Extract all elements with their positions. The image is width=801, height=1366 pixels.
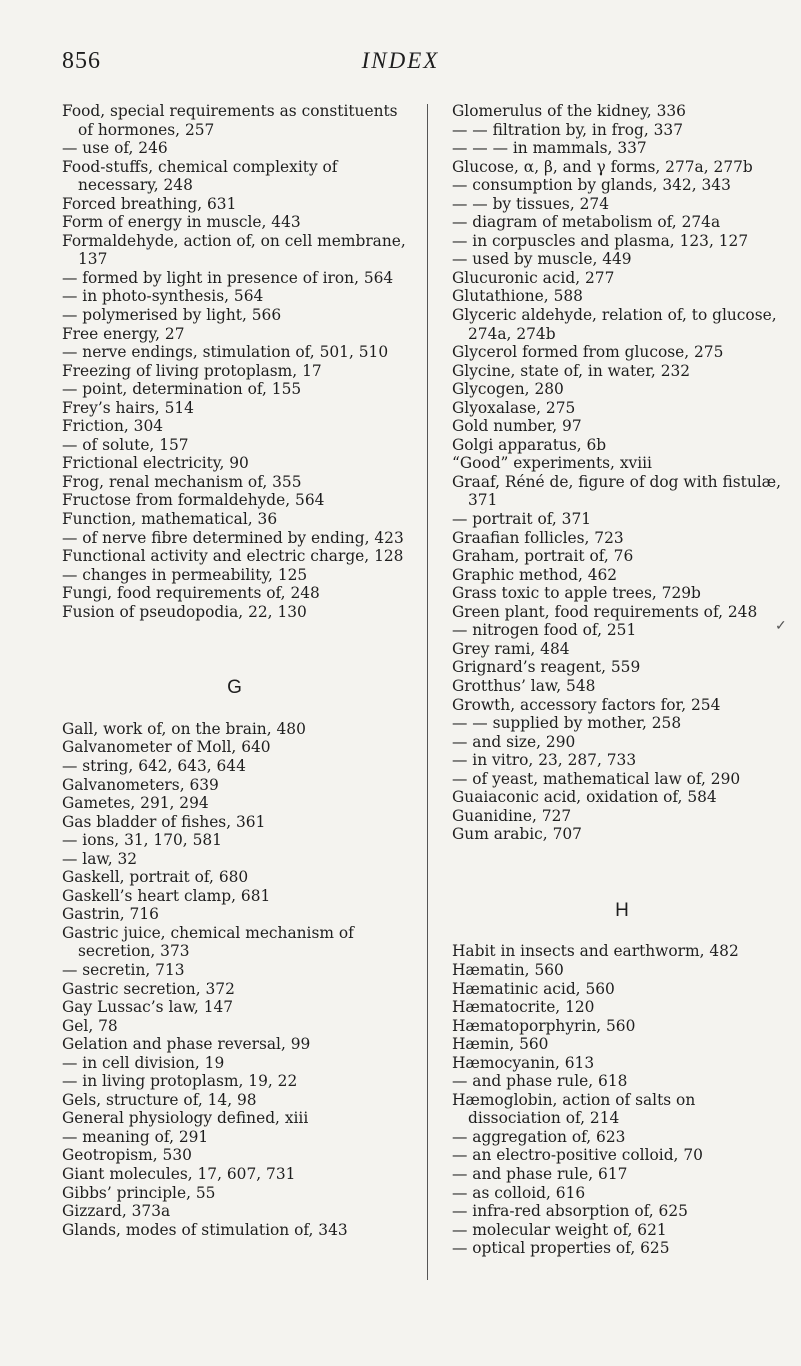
index-entry: — and phase rule, 617 — [452, 1164, 628, 1183]
index-entry: — optical properties of, 625 — [452, 1239, 670, 1258]
index-entry: — polymerised by light, 566 — [62, 306, 282, 325]
index-entry: — changes in permeability, 125 — [62, 565, 308, 584]
index-entry: Geotropism, 530 — [62, 1146, 192, 1165]
index-entry: Friction, 304 — [62, 417, 164, 436]
index-entry: — infra-red absorption of, 625 — [452, 1202, 688, 1221]
section-letter-h: H — [615, 899, 629, 921]
index-entry: — in vitro, 23, 287, 733 — [452, 751, 637, 770]
index-entry: Gastrin, 716 — [62, 905, 159, 924]
index-entry: Green plant, food requirements of, 248 — [452, 602, 758, 621]
index-entry: Gels, structure of, 14, 98 — [62, 1090, 257, 1109]
index-entry: — in photo-synthesis, 564 — [62, 287, 264, 306]
index-entry: Gelation and phase reversal, 99 — [62, 1035, 311, 1054]
index-entry: Food-stuffs, chemical complexity of necessary, 248 — [62, 157, 338, 195]
index-entry: Forced breathing, 631 — [62, 194, 237, 213]
index-entry: Grass toxic to apple trees, 729b — [452, 584, 701, 603]
index-entry: — an electro-positive colloid, 70 — [452, 1146, 703, 1165]
page-header — [0, 48, 801, 88]
index-entry: Freezing of living protoplasm, 17 — [62, 361, 322, 380]
index-entry: Graphic method, 462 — [452, 565, 618, 584]
index-entry: — and phase rule, 618 — [452, 1072, 628, 1091]
index-entry: Gibbs’ principle, 55 — [62, 1183, 216, 1202]
index-entry: Grignard’s reagent, 559 — [452, 658, 641, 677]
index-entry: — — supplied by mother, 258 — [452, 714, 682, 733]
index-entry: Habit in insects and earthworm, 482 — [452, 942, 739, 961]
index-entry: Gay Lussac’s law, 147 — [62, 998, 234, 1017]
index-entry: — law, 32 — [62, 849, 138, 868]
index-entry: — in living protoplasm, 19, 22 — [62, 1072, 298, 1091]
index-entry: — as colloid, 616 — [452, 1183, 586, 1202]
index-entry: — — by tissues, 274 — [452, 194, 609, 213]
index-entry: — point, determination of, 155 — [62, 380, 302, 399]
index-entry: Hæmatin, 560 — [452, 960, 564, 979]
index-entry: Gum arabic, 707 — [452, 825, 582, 844]
index-entry: Growth, accessory factors for, 254 — [452, 695, 721, 714]
index-entry: Guaiaconic acid, oxidation of, 584 — [452, 788, 717, 807]
index-entry: Functional activity and electric charge, 128 — [62, 547, 404, 566]
index-entry: Gastric juice, chemical mechanism of secretion, 373 — [62, 923, 354, 961]
index-entry: “Good” experiments, xviii — [452, 454, 652, 473]
index-entry: Formaldehyde, action of, on cell membrane, 137 — [62, 231, 406, 269]
index-entry: Galvanometers, 639 — [62, 775, 219, 794]
index-entry: Free energy, 27 — [62, 324, 185, 343]
index-entry: — of solute, 157 — [62, 435, 189, 454]
index-entry: — use of, 246 — [62, 139, 168, 158]
index-entry: — nerve endings, stimulation of, 501, 510 — [62, 343, 389, 362]
index-entry: — ions, 31, 170, 581 — [62, 831, 222, 850]
index-entry: Food, special requirements as constituents of hormones, 257 — [62, 102, 398, 139]
section-letter-g: G — [227, 677, 242, 699]
page-number: 856 — [62, 48, 101, 74]
right-entries-h — [452, 942, 792, 1257]
index-entry: Glands, modes of stimulation of, 343 — [62, 1220, 348, 1239]
index-entry: Hæmocyanin, 613 — [452, 1053, 595, 1072]
index-entry: Grey rami, 484 — [452, 639, 570, 658]
index-entry: Hæmin, 560 — [452, 1035, 549, 1054]
index-entry: — — filtration by, in frog, 337 — [452, 120, 683, 139]
column-divider — [427, 104, 428, 1280]
index-entry: Gas bladder of fishes, 361 — [62, 812, 266, 831]
index-entry: Glycine, state of, in water, 232 — [452, 361, 691, 380]
index-entry: Glyceric aldehyde, relation of, to glucose, 274a, 274b — [452, 306, 777, 343]
index-entry: Glomerulus of the kidney, 336 — [452, 102, 686, 120]
left-entries-g — [62, 720, 407, 1239]
index-entry: Gaskell, portrait of, 680 — [62, 868, 249, 887]
index-entry: Golgi apparatus, 6b — [452, 435, 607, 454]
index-entry: Hæmoglobin, action of salts on dissociation of, 214 — [452, 1090, 696, 1128]
index-entry: — formed by light in presence of iron, 564 — [62, 268, 394, 287]
index-entry: Fusion of pseudopodia, 22, 130 — [62, 602, 307, 621]
index-entry: Gastric secretion, 372 — [62, 979, 235, 998]
index-entry: Frictional electricity, 90 — [62, 454, 249, 473]
index-entry: Glucose, α, β, and γ forms, 277a, 277b — [452, 157, 753, 176]
index-entry: Giant molecules, 17, 607, 731 — [62, 1164, 296, 1183]
index-entry: — nitrogen food of, 251 — [452, 621, 637, 640]
index-entry: Gel, 78 — [62, 1016, 118, 1035]
index-entry: — of yeast, mathematical law of, 290 — [452, 769, 741, 788]
right-column — [452, 102, 792, 1258]
index-entry: Form of energy in muscle, 443 — [62, 213, 301, 232]
index-entry: Glyoxalase, 275 — [452, 398, 576, 417]
index-entry: Gall, work of, on the brain, 480 — [62, 719, 306, 738]
index-entry: — portrait of, 371 — [452, 510, 592, 529]
index-entry: Glutathione, 588 — [452, 287, 583, 306]
index-entry: General physiology defined, xiii — [62, 1109, 309, 1128]
index-entry: — in corpuscles and plasma, 123, 127 — [452, 231, 749, 250]
index-entry: — and size, 290 — [452, 732, 576, 751]
index-entry: Fungi, food requirements of, 248 — [62, 584, 320, 603]
index-entry: Gametes, 291, 294 — [62, 794, 209, 813]
index-entry: Fructose from formaldehyde, 564 — [62, 491, 325, 510]
index-entry: Galvanometer of Moll, 640 — [62, 738, 271, 757]
left-column — [62, 102, 407, 1239]
margin-tick-mark: ✓ — [775, 618, 787, 634]
index-entry: Gaskell’s heart clamp, 681 — [62, 886, 271, 905]
index-entry: — diagram of metabolism of, 274a — [452, 213, 721, 232]
running-head: INDEX — [361, 48, 440, 73]
index-entry: Guanidine, 727 — [452, 806, 572, 825]
index-entry: — consumption by glands, 342, 343 — [452, 176, 731, 195]
index-entry: — of nerve fibre determined by ending, 423 — [62, 528, 404, 547]
index-entry: Graafian follicles, 723 — [452, 528, 624, 547]
index-entry: — string, 642, 643, 644 — [62, 756, 246, 775]
index-entry: — — — in mammals, 337 — [452, 139, 647, 158]
index-entry: Gold number, 97 — [452, 417, 582, 436]
index-entry: Gizzard, 373a — [62, 1202, 171, 1221]
index-entry: Function, mathematical, 36 — [62, 510, 278, 529]
index-entry: Glycogen, 280 — [452, 380, 564, 399]
index-entry: Glucuronic acid, 277 — [452, 268, 615, 287]
index-entry: Grotthus’ law, 548 — [452, 676, 596, 695]
index-entry: — used by muscle, 449 — [452, 250, 632, 269]
index-entry: Graham, portrait of, 76 — [452, 547, 634, 566]
index-entry: Hæmatinic acid, 560 — [452, 979, 615, 998]
left-entries-f — [62, 102, 407, 621]
index-entry: — meaning of, 291 — [62, 1127, 209, 1146]
index-entry: Hæmatoporphyrin, 560 — [452, 1016, 636, 1035]
index-entry: Frog, renal mechanism of, 355 — [62, 472, 302, 491]
index-entry: Graaf, Réné de, figure of dog with fistulæ, 371 — [452, 472, 782, 510]
index-entry: Frey’s hairs, 514 — [62, 398, 194, 417]
index-entry: Hæmatocrite, 120 — [452, 998, 595, 1017]
index-entry: — in cell division, 19 — [62, 1053, 225, 1072]
index-entry: Glycerol formed from glucose, 275 — [452, 343, 724, 362]
index-entry: — molecular weight of, 621 — [452, 1220, 667, 1239]
right-entries-g — [452, 102, 792, 844]
index-entry: — secretin, 713 — [62, 960, 185, 979]
index-entry: — aggregation of, 623 — [452, 1127, 626, 1146]
